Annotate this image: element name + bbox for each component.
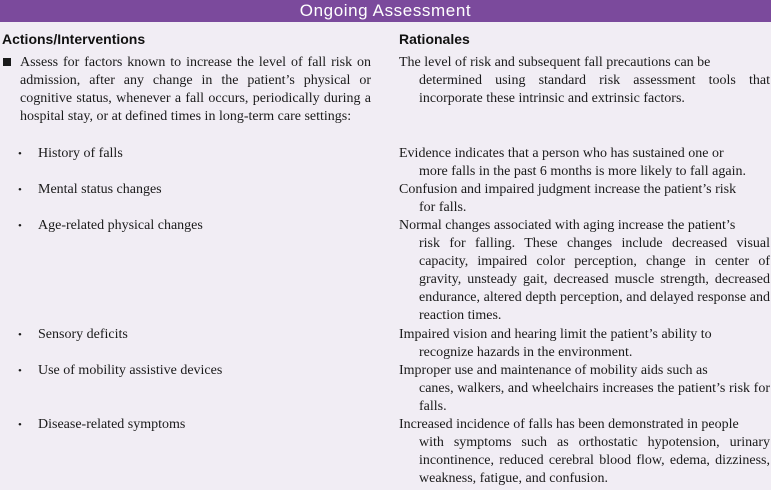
rationale-continuation: recognize hazards in the environment. bbox=[419, 345, 633, 360]
rationale-first-line: Increased incidence of falls has been demonstrated in people bbox=[399, 417, 739, 432]
rationales-header: Rationales bbox=[399, 31, 470, 47]
rationale-continuation: with symptoms such as orthostatic hypotension, urinary incontinence, reduced cerebral blood flow, edema, dizziness, weakness, fatigue, and confusion. bbox=[419, 435, 770, 486]
item-rationale bbox=[399, 362, 770, 416]
bullet-dot-icon: • bbox=[18, 329, 22, 341]
bullet-dot-icon: • bbox=[18, 148, 22, 160]
rationale-first-line: Impaired vision and hearing limit the patient’s ability to bbox=[399, 327, 712, 342]
intro-action: Assess for factors known to increase the level of fall risk on admission, after any change in the patient’s physical or cognitive status, whenever a fall occurs, periodically during a hospital stay, or at defined times in long-term care settings: bbox=[20, 55, 371, 124]
item-action: Disease-related symptoms bbox=[38, 417, 186, 432]
rationale-continuation: risk for falling. These changes include decreased visual capacity, impaired color perception, change in center of gravity, unsteady gait, decreased muscle strength, decreased endurance, altered depth perception, and delayed response and reaction times. bbox=[419, 236, 770, 323]
item-rationale bbox=[399, 181, 770, 217]
rationale-continuation: more falls in the past 6 months is more likely to fall again. bbox=[419, 164, 746, 179]
item-action: Sensory deficits bbox=[38, 327, 128, 342]
rationale-first-line: Improper use and maintenance of mobility aids such as bbox=[399, 363, 708, 378]
item-action: Use of mobility assistive devices bbox=[38, 363, 223, 378]
rationale-first-line: Confusion and impaired judgment increase the patient’s risk bbox=[399, 182, 737, 197]
item-rationale bbox=[399, 145, 770, 181]
bullet-dot-icon: • bbox=[18, 365, 22, 377]
rationale-continuation: canes, walkers, and wheelchairs increases the patient’s risk for falls. bbox=[419, 381, 770, 414]
section-title: Ongoing Assessment bbox=[0, 0, 771, 22]
rationale-continuation: for falls. bbox=[419, 200, 467, 215]
actions-header: Actions/Interventions bbox=[2, 31, 146, 47]
rationale-first-line: Evidence indicates that a person who has sustained one or bbox=[399, 146, 724, 161]
item-rationale bbox=[399, 326, 770, 362]
item-action: Age-related physical changes bbox=[38, 218, 203, 233]
item-action: Mental status changes bbox=[38, 182, 162, 197]
square-bullet-icon bbox=[3, 58, 11, 66]
rationale-first-line: Normal changes associated with aging increase the patient’s bbox=[399, 218, 736, 233]
item-action: History of falls bbox=[38, 146, 123, 161]
intro-rationale bbox=[399, 54, 770, 108]
bullet-dot-icon: • bbox=[18, 419, 22, 431]
rationale-continuation: determined using standard risk assessment tools that incorporate these intrinsic and extrinsic factors. bbox=[419, 73, 770, 106]
rationale-first-line: The level of risk and subsequent fall precautions can be bbox=[399, 55, 711, 70]
bullet-dot-icon: • bbox=[18, 220, 22, 232]
item-rationale bbox=[399, 217, 770, 325]
bullet-dot-icon: • bbox=[18, 184, 22, 196]
item-rationale bbox=[399, 416, 770, 488]
